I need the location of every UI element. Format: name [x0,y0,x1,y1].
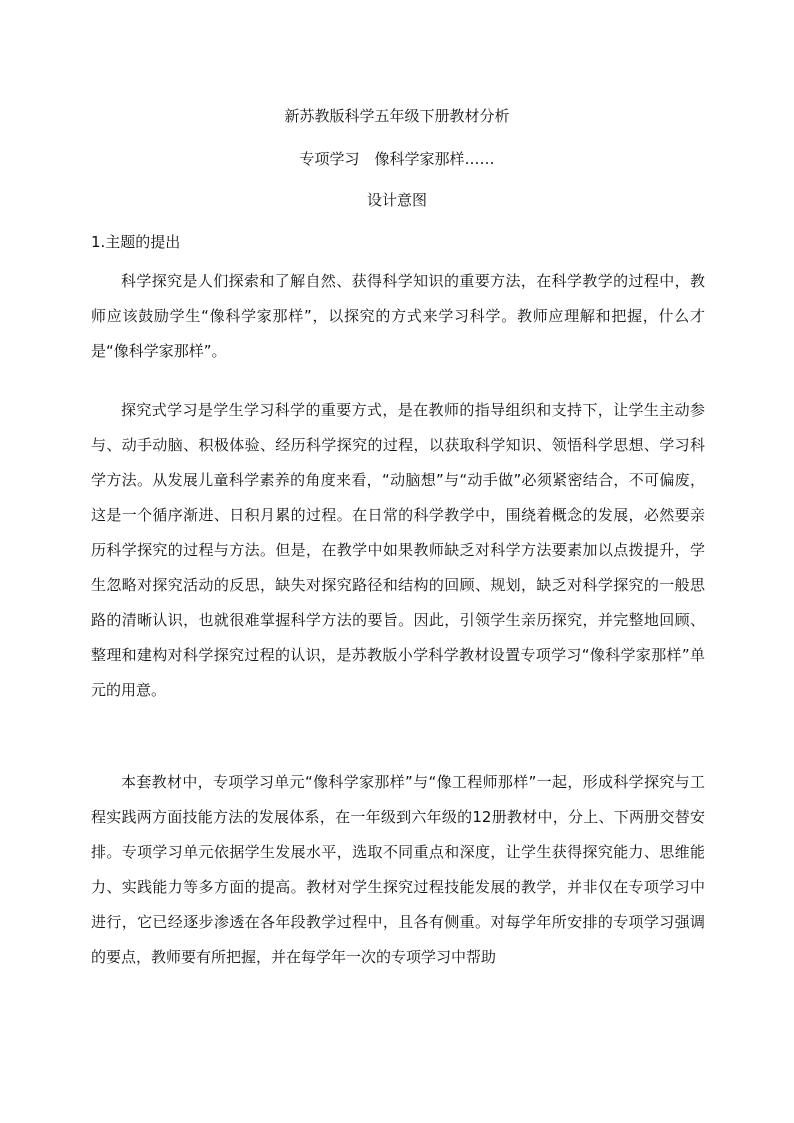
paragraph-1: 科学探究是人们探索和了解自然、获得科学知识的重要方法，在科学教学的过程中，教师应该鼓励学生“像科学家那样”，以探究的方式来学习科学。教师应理解和把握，什么才是“像科学家那样”。 [91,272,705,360]
paragraph-2: 探究式学习是学生学习科学的重要方式，是在教师的指导组织和支持下，让学生主动参与、动手动脑、积极体验、经历科学探究的过程，以获取科学知识、领悟科学思想、学习科学方法。从发展儿童科学素养的角度来看，“动脑想”与“动手做”必须紧密结合，不可偏废，这是一个循序渐进、日积月累的过程。在日常的科学教学中，围绕着概念的发展，必然要亲历科学探究的过程与方法。但是，在教学中如果教师缺乏对科学方法要素加以点拨提升，学生忽略对探究活动的反思，缺失对探究路径和结构的回顾、规划，缺乏对科学探究的一般思路的清晰认识，也就很难掌握科学方法的要旨。因此，引领学生亲历探究，并完整地回顾、整理和建构对科学探究过程的认识，是苏教版小学科学教材设置专项学习“像科学家那样”单元的用意。 [91,401,705,699]
heading-topic-proposal: 1.主题的提出 [91,233,181,251]
paragraph-3: 本套教材中，专项学习单元“像科学家那样”与“像工程师那样”一起，形成科学探究与工程实践两方面技能方法的发展体系，在一年级到六年级的12册教材中，分上、下两册交替安排。专项学习单元依据学生发展水平，选取不同重点和深度，让学生获得探究能力、思维能力、实践能力等多方面的提高。教材对学生探究过程技能发展的教学，并非仅在专项学习中进行，它已经逐步渗透在各年段教学过程中，且各有侧重。对每学年所安排的专项学习强调的要点，教师要有所把握，并在每学年一次的专项学习中帮助 [91,773,705,966]
section-title: 设计意图 [366,191,427,209]
document-subtitle: 专项学习 像科学家那样…… [299,150,495,168]
document-title: 新苏教版科学五年级下册教材分析 [284,107,510,125]
